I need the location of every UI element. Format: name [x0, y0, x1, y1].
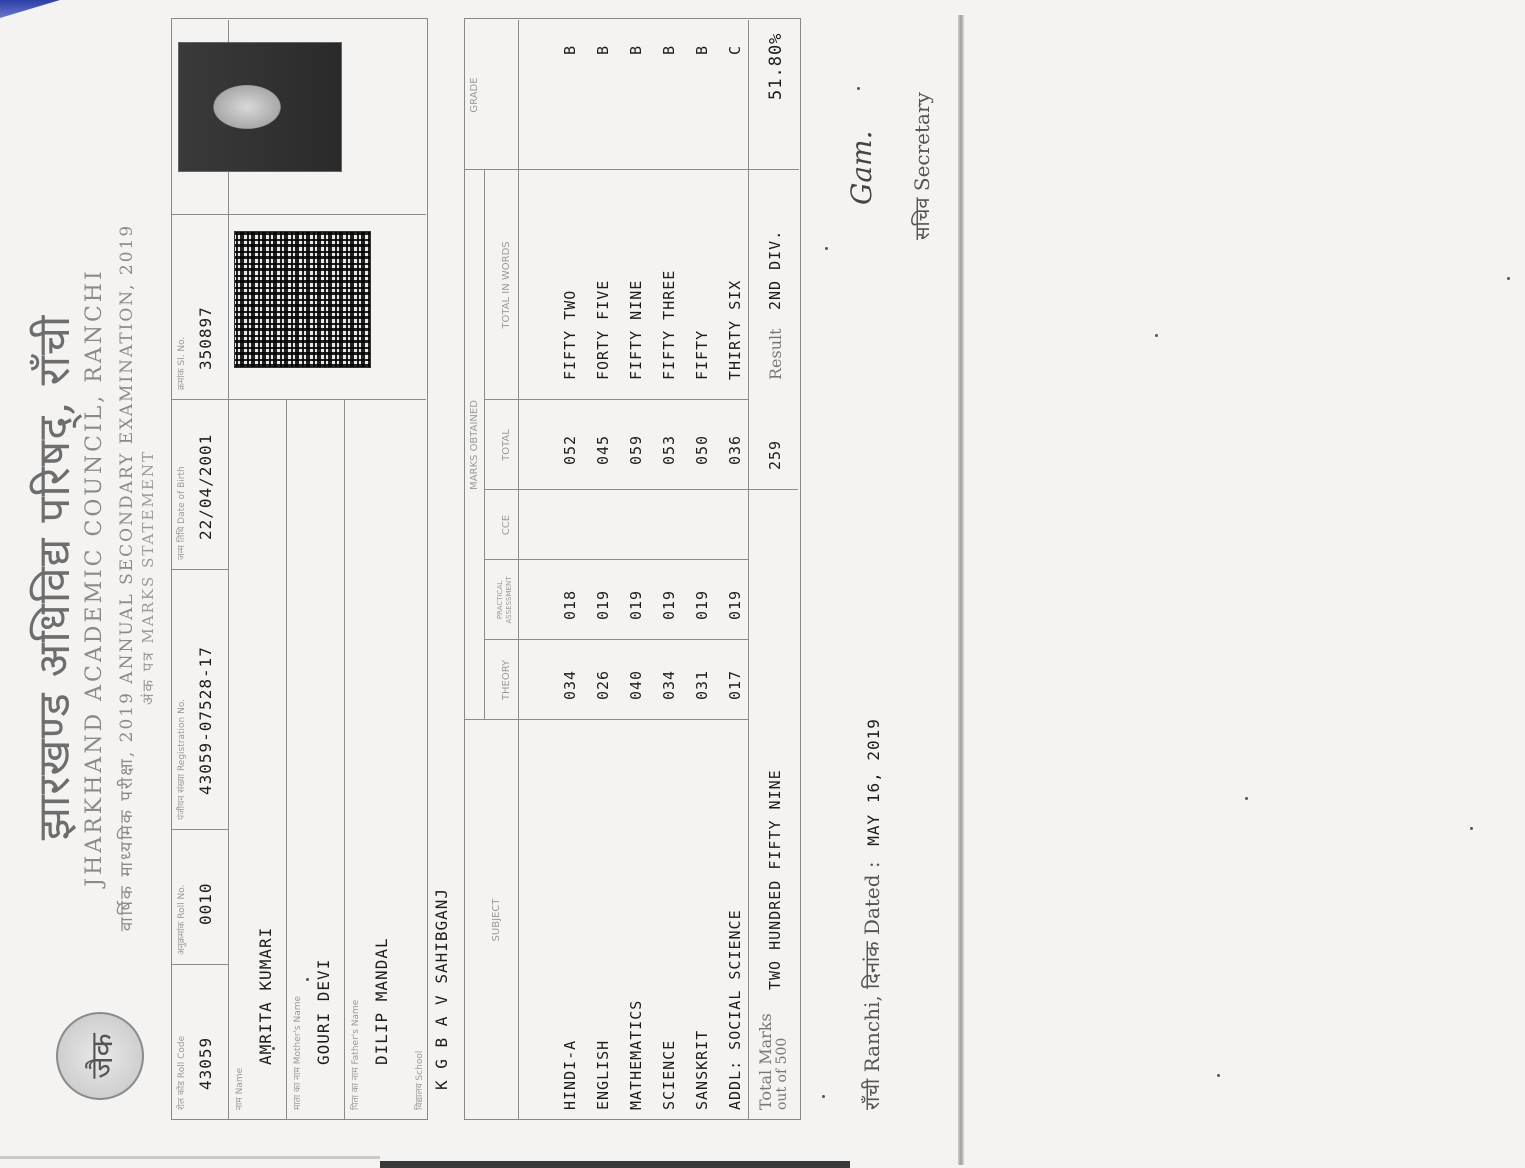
grade-cell: B: [627, 44, 645, 55]
grade-cell: B: [660, 44, 678, 55]
subject-cell: HINDI-A: [561, 1039, 579, 1110]
divider: [748, 20, 749, 1120]
subject-cell: SCIENCE: [660, 1039, 678, 1110]
father-name-label: पिता का नाम Father's Name: [351, 999, 361, 1110]
serial-label: क्रमांक Sl. No.: [177, 336, 187, 390]
school-label: विद्यालय School: [415, 1050, 425, 1110]
divider: [286, 400, 287, 1120]
theory-cell: 040: [627, 669, 645, 700]
total-cell: 036: [726, 434, 744, 465]
practical-cell: 019: [693, 589, 711, 620]
paper-edge: [958, 15, 964, 1165]
roll-no-value: 0010: [196, 882, 215, 925]
total-in-words: TWO HUNDRED FIFTY NINE: [766, 769, 784, 990]
total-words-header: TOTAL IN WORDS: [501, 241, 512, 329]
secretary-signature: Gam.: [845, 130, 878, 205]
council-title-english: JHARKHAND ACADEMIC COUNCIL, RANCHI: [82, 268, 107, 887]
practical-header: PRACTICAL ASSESSMENT: [496, 576, 513, 624]
divider: [464, 169, 799, 170]
scan-speck: [1245, 797, 1248, 800]
divider: [228, 20, 229, 1120]
marks-table: [464, 18, 801, 1120]
scan-speck: [857, 87, 860, 90]
qr-code: [234, 231, 371, 368]
serial-value: 350897: [196, 306, 215, 370]
subject-header: SUBJECT: [491, 898, 502, 942]
total-cell: 050: [693, 434, 711, 465]
theory-cell: 034: [660, 669, 678, 700]
theory-cell: 034: [561, 669, 579, 700]
divider: [344, 400, 345, 1120]
practical-cell: 019: [660, 589, 678, 620]
dated-label: राँची Ranchi, दिनांक Dated :: [860, 861, 884, 1110]
divider: [171, 569, 228, 570]
dob-label: जन्म तिथि Date of Birth: [177, 466, 187, 560]
scan-speck: [825, 247, 828, 250]
paper-edge: [0, 1156, 380, 1159]
total-words-cell: THIRTY SIX: [726, 279, 744, 380]
grade-cell: B: [693, 44, 711, 55]
dated-line: [858, 718, 885, 1110]
grade-header: GRADE: [469, 77, 480, 113]
subject-cell: SANSKRIT: [693, 1029, 711, 1110]
grand-total: 259: [766, 439, 784, 470]
scan-speck: [1470, 827, 1473, 830]
total-cell: 059: [627, 434, 645, 465]
divider: [171, 214, 426, 215]
grade-cell: C: [726, 44, 744, 55]
father-name: DILIP MANDAL: [372, 937, 391, 1065]
total-header: TOTAL: [501, 429, 512, 461]
marks-obtained-header: MARKS OBTAINED: [469, 400, 480, 490]
council-title-hindi: झारखण्ड अधिविद्य परिषद्, राँची: [29, 314, 80, 841]
roll-code-value: 43059: [196, 1036, 215, 1090]
divider: [484, 639, 748, 640]
statement-title: अंक पत्र MARKS STATEMENT: [139, 450, 157, 705]
scan-speck: [1507, 277, 1510, 280]
theory-cell: 017: [726, 669, 744, 700]
dob-value: 22/04/2001: [196, 433, 215, 540]
paper-edge: [380, 1161, 850, 1168]
subject-cell: ADDL: SOCIAL SCIENCE: [726, 909, 744, 1110]
secretary-label: सचिव Secretary: [910, 92, 934, 240]
total-out-of-label: out of 500: [774, 1037, 790, 1110]
practical-cell: 018: [561, 589, 579, 620]
total-words-cell: FORTY FIVE: [594, 279, 612, 380]
subject-cell: MATHEMATICS: [627, 999, 645, 1110]
scan-speck: [1217, 1074, 1220, 1077]
total-cell: 053: [660, 434, 678, 465]
divider: [171, 964, 228, 965]
scan-speck: [822, 1095, 825, 1098]
grade-cell: B: [594, 44, 612, 55]
subject-cell: ENGLISH: [594, 1039, 612, 1110]
practical-cell: 019: [726, 589, 744, 620]
grade-cell: B: [561, 44, 579, 55]
theory-cell: 026: [594, 669, 612, 700]
registration-label: पंजीयन संख्या Registration No.: [177, 698, 187, 820]
dated-value: MAY 16, 2019: [864, 718, 883, 846]
scan-speck: [1155, 334, 1158, 337]
practical-cell: 019: [594, 589, 612, 620]
school-name: K G B A V SAHIBGANJ: [432, 887, 451, 1090]
divider: [484, 559, 748, 560]
cce-header: CCE: [501, 514, 512, 536]
divider: [171, 829, 228, 830]
total-words-cell: FIFTY TWO: [561, 289, 579, 380]
divider: [484, 399, 748, 400]
divider: [518, 20, 519, 1120]
total-words-cell: FIFTY NINE: [627, 279, 645, 380]
total-marks-label: Total Marks: [756, 1013, 775, 1110]
exam-title: वार्षिक माध्यमिक परीक्षा, 2019 ANNUAL SECONDARY EXAMINATION, 2019: [117, 223, 137, 932]
result-value: 2ND DIV.: [766, 229, 784, 310]
theory-header: THEORY: [501, 659, 512, 701]
marks-statement: [16, 15, 816, 1140]
logo-text: जैक: [84, 1033, 120, 1079]
total-words-cell: FIFTY THREE: [660, 269, 678, 380]
roll-code-label: रोल कोड Roll Code: [177, 1035, 187, 1110]
registration-value: 43059-07528-17: [196, 646, 215, 795]
candidate-photo: [178, 42, 342, 172]
percentage: 51.80%: [766, 32, 786, 100]
total-cell: 045: [594, 434, 612, 465]
result-label: Result: [766, 328, 785, 380]
mother-name-label: माता का नाम Mother's Name: [293, 995, 303, 1110]
divider: [484, 489, 798, 490]
name-label: नाम Name: [235, 1067, 245, 1110]
mother-name: GOURI DEVI: [314, 958, 333, 1065]
total-cell: 052: [561, 434, 579, 465]
candidate-name: AMRITA KUMARI: [256, 926, 275, 1065]
divider: [171, 399, 426, 400]
divider: [484, 170, 485, 720]
total-words-cell: FIFTY: [693, 329, 711, 380]
practical-cell: 019: [627, 589, 645, 620]
roll-no-label: अनुक्रमांक Roll No.: [177, 884, 187, 955]
theory-cell: 031: [693, 669, 711, 700]
